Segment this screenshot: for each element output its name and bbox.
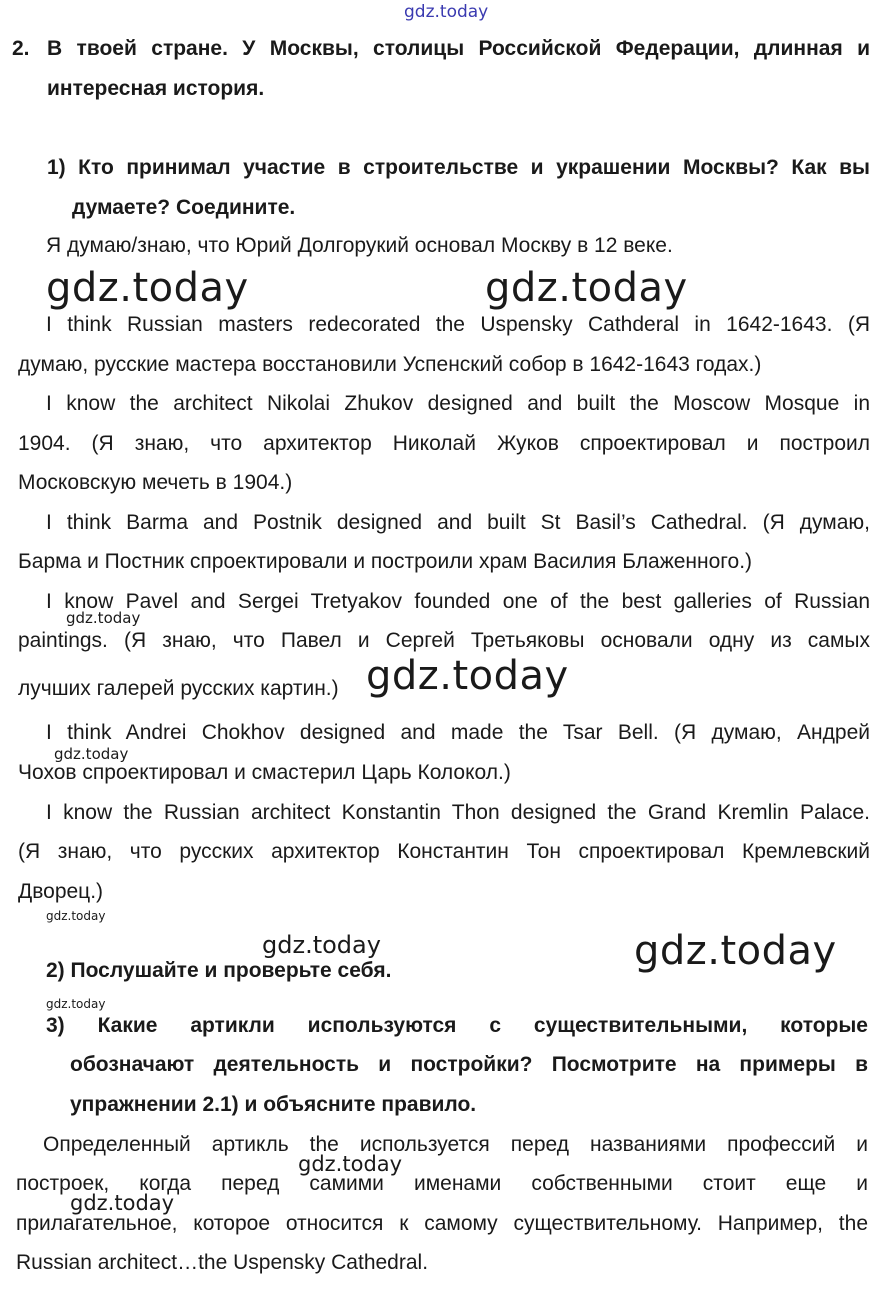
answer-2-line3: Московскую мечеть в 1904.) bbox=[18, 471, 293, 494]
answer-2-line2: 1904. (Я знаю, что архитектор Николай Жуков спроектировал и построил bbox=[18, 432, 870, 455]
answer-3-line2: Барма и Постник спроектировали и построили храм Василия Блаженного.) bbox=[18, 550, 753, 573]
answer-5-line1: I think Andrei Chokhov designed and made the Tsar Bell. (Я думаю, Андрей bbox=[46, 721, 870, 744]
answer-intro: Я думаю/знаю, что Юрий Долгорукий основал Москву в 12 веке. bbox=[46, 234, 673, 257]
subtask3-line2: обозначают деятельность и постройки? Посмотрите на примеры в bbox=[70, 1053, 868, 1076]
subtask3-line3: упражнении 2.1) и объясните правило. bbox=[70, 1093, 477, 1116]
answer-4-line2: paintings. (Я знаю, что Павел и Сергей Третьяковы основали одну из самых bbox=[18, 629, 870, 652]
watermark-small-4: gdz.today bbox=[70, 1191, 175, 1215]
watermark-tiny-2: gdz.today bbox=[46, 997, 106, 1011]
rule-line2: построек, когда перед самими именами собственными стоит еще и bbox=[16, 1172, 868, 1195]
answer-5-line2: Чохов спроектировал и смастерил Царь Колокол.) bbox=[18, 761, 511, 784]
watermark-big-4: gdz.today bbox=[634, 928, 837, 974]
watermark-small-2: gdz.today bbox=[54, 745, 129, 763]
watermark-mid-1: gdz.today bbox=[262, 931, 381, 959]
watermark-small-3: gdz.today bbox=[298, 1152, 403, 1176]
watermark-big-2: gdz.today bbox=[485, 265, 688, 311]
watermark-tiny-1: gdz.today bbox=[46, 909, 106, 923]
rule-line4: Russian architect…the Uspensky Cathedral. bbox=[16, 1251, 429, 1274]
subtask1-line2: думаете? Соедините. bbox=[72, 196, 296, 219]
answer-2-line1: I know the architect Nikolai Zhukov designed and built the Moscow Mosque in bbox=[46, 392, 870, 415]
rule-line1: Определенный артикль the используется перед названиями профессий и bbox=[43, 1133, 868, 1156]
subtask2-line1: 2) Послушайте и проверьте себя. bbox=[46, 959, 392, 982]
answer-4-line3: лучших галерей русских картин.) bbox=[18, 677, 339, 700]
watermark-big-1: gdz.today bbox=[46, 265, 249, 311]
answer-3-line1: I think Barma and Postnik designed and built St Basil’s Cathedral. (Я думаю, bbox=[46, 511, 870, 534]
subtask1-line1: 1) Кто принимал участие в строительстве и украшении Москвы? Как вы bbox=[47, 156, 870, 179]
answer-1-line1: I think Russian masters redecorated the Uspensky Cathderal in 1642-1643. (Я bbox=[46, 313, 870, 336]
answer-4-line1: I know Pavel and Sergei Tretyakov founded one of the best galleries of Russian bbox=[46, 590, 870, 613]
answer-6-line3: Дворец.) bbox=[18, 880, 104, 903]
watermark-top: gdz.today bbox=[404, 2, 489, 22]
watermark-big-3: gdz.today bbox=[366, 653, 569, 699]
watermark-small-1: gdz.today bbox=[66, 609, 141, 627]
rule-line3: прилагательное, которое относится к самому существительному. Например, the bbox=[16, 1212, 868, 1235]
subtask3-line1: 3) Какие артикли используются с существительными, которые bbox=[46, 1014, 868, 1037]
task-heading-line2: интересная история. bbox=[47, 77, 265, 100]
answer-6-line2: (Я знаю, что русских архитектор Константин Тон спроектировал Кремлевский bbox=[18, 840, 870, 863]
answer-6-line1: I know the Russian architect Konstantin Thon designed the Grand Kremlin Palace. bbox=[46, 801, 870, 824]
answer-1-line2: думаю, русские мастера восстановили Успенский собор в 1642-1643 годах.) bbox=[18, 353, 762, 376]
task-heading-line1: В твоей стране. У Москвы, столицы Российской Федерации, длинная и bbox=[47, 37, 870, 60]
task-number: 2. bbox=[12, 37, 30, 60]
